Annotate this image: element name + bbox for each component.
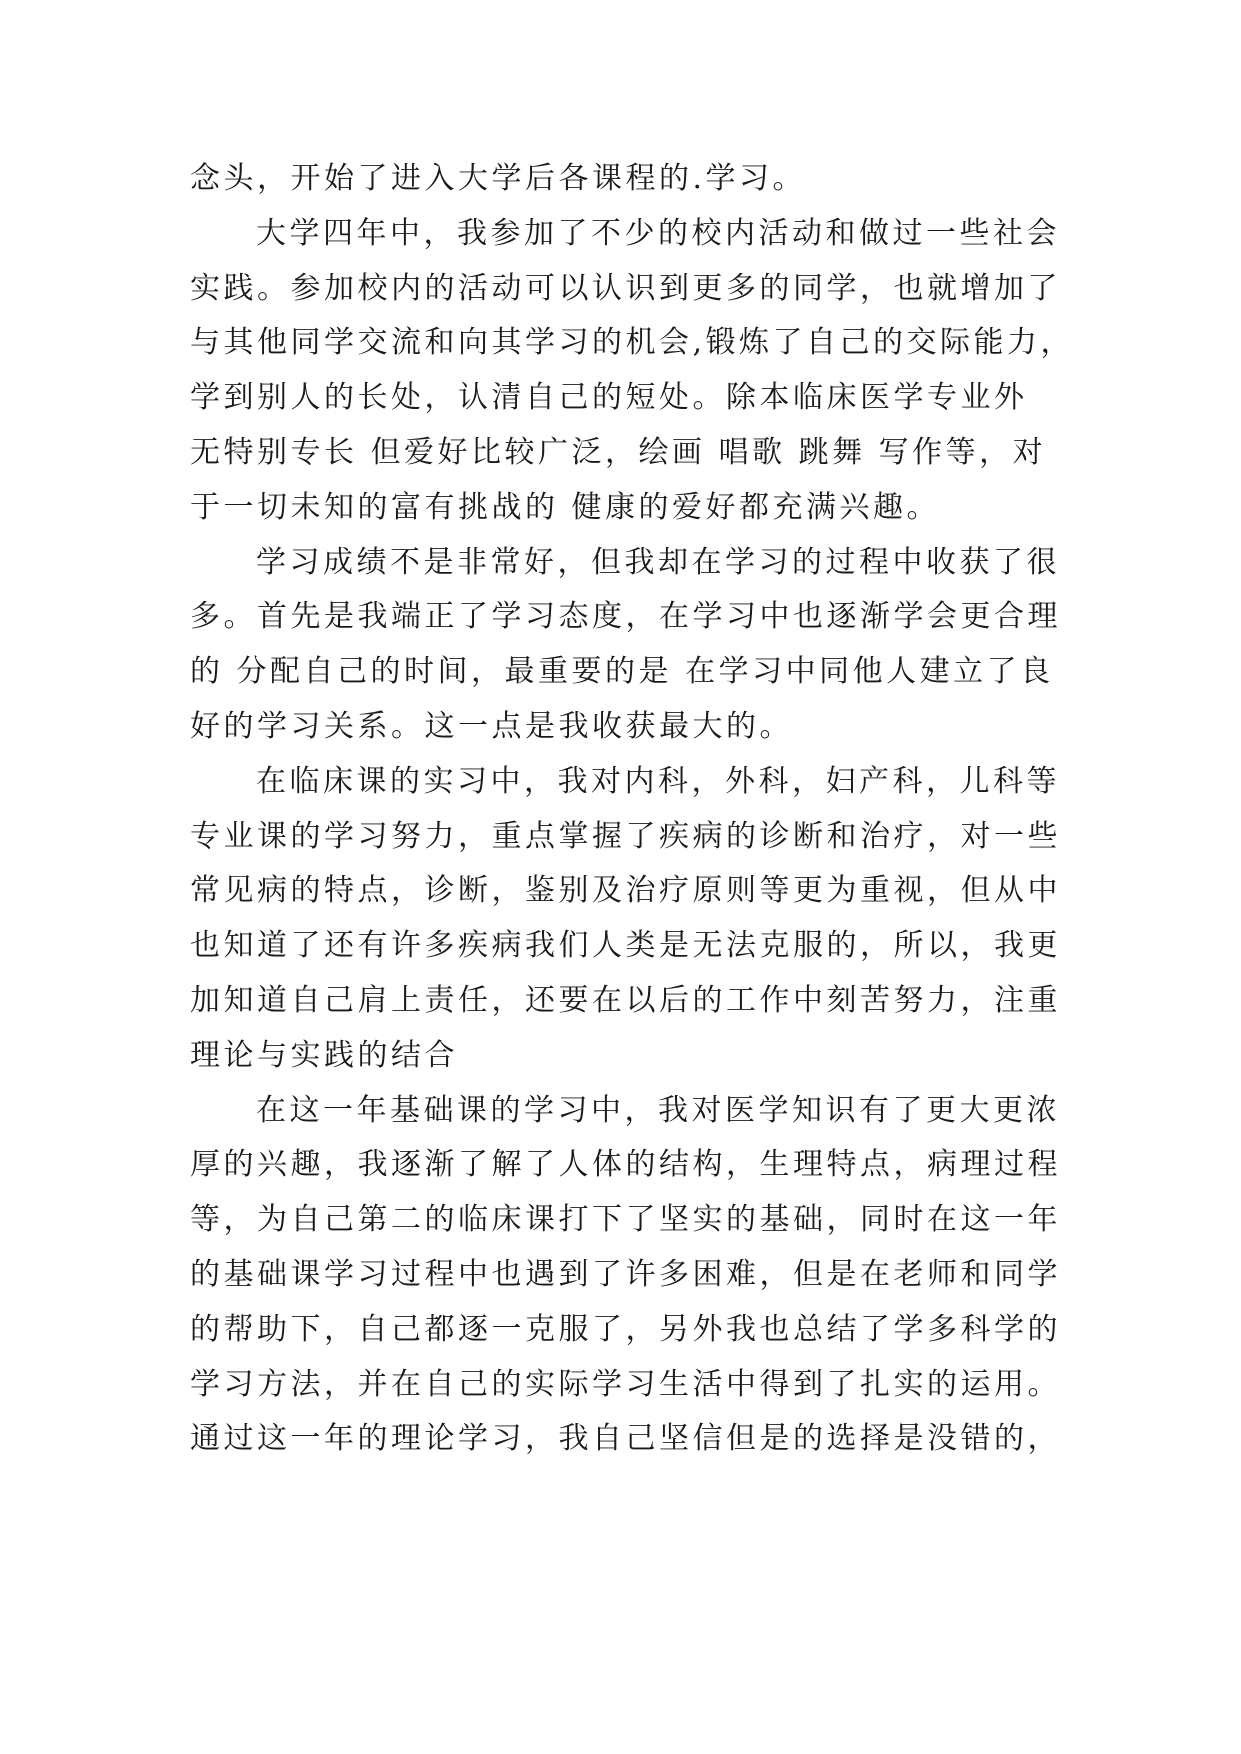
text-line: 厚的兴趣，我逐渐了解了人体的结构，生理特点，病理过程 [190,1147,1061,1183]
text-line: 念头，开始了进入大学后各课程的.学习。 [190,161,807,196]
text-line: 在这一年基础课的学习中，我对医学知识有了更大更浓 [256,1092,1060,1128]
text-line: 大学四年中，我参加了不少的校内活动和做过一些社会 [256,215,1060,251]
text-line: 学习方法，并在自己的实际学习生活中得到了扎实的运用。 [190,1366,1061,1402]
text-line: 也知道了还有许多疾病我们人类是无法克服的，所以，我更 [190,928,1061,964]
text-line: 在临床课的实习中，我对内科，外科，妇产科，儿科等 [256,763,1060,799]
text-line: 理论与实践的结合 [190,1037,458,1073]
text-line: 实践。参加校内的活动可以认识到更多的同学，也就增加了 [190,270,1061,306]
text-line: 加知道自己肩上责任，还要在以后的工作中刻苦努力，注重 [190,982,1061,1018]
text-line: 于一切未知的富有挑战的 健康的爱好都充满兴趣。 [190,489,941,525]
text-line: 常见病的特点，诊断，鉴别及治疗原则等更为重视，但从中 [190,873,1061,909]
text-line: 学习成绩不是非常好，但我却在学习的过程中收获了很 [256,544,1060,580]
text-line: 的基础课学习过程中也遇到了许多困难，但是在老师和同学 [190,1256,1061,1292]
text-line: 通过这一年的理论学习，我自己坚信但是的选择是没错的， [190,1421,1061,1457]
text-line: 等，为自己第二的临床课打下了坚实的基础，同时在这一年 [190,1202,1061,1238]
text-line: 学到别人的长处，认清自己的短处。除本临床医学专业外 [190,380,1028,416]
text-line: 的 分配自己的时间，最重要的是 在学习中同他人建立了良 [190,654,1054,690]
text-line: 多。首先是我端正了学习态度，在学习中也逐渐学会更合理 [190,599,1061,635]
text-line: 与其他同学交流和向其学习的机会,锻炼了自己的交际能力， [190,325,1075,361]
text-line: 无特别专长 但爱好比较广泛，绘画 唱歌 跳舞 写作等，对 [190,434,1047,470]
text-line: 好的学习关系。这一点是我收获最大的。 [190,708,793,744]
body-text [190,152,1075,1467]
text-line: 的帮助下，自己都逐一克服了，另外我也总结了学多科学的 [190,1311,1061,1347]
text-line: 专业课的学习努力，重点掌握了疾病的诊断和治疗，对一些 [190,818,1061,854]
